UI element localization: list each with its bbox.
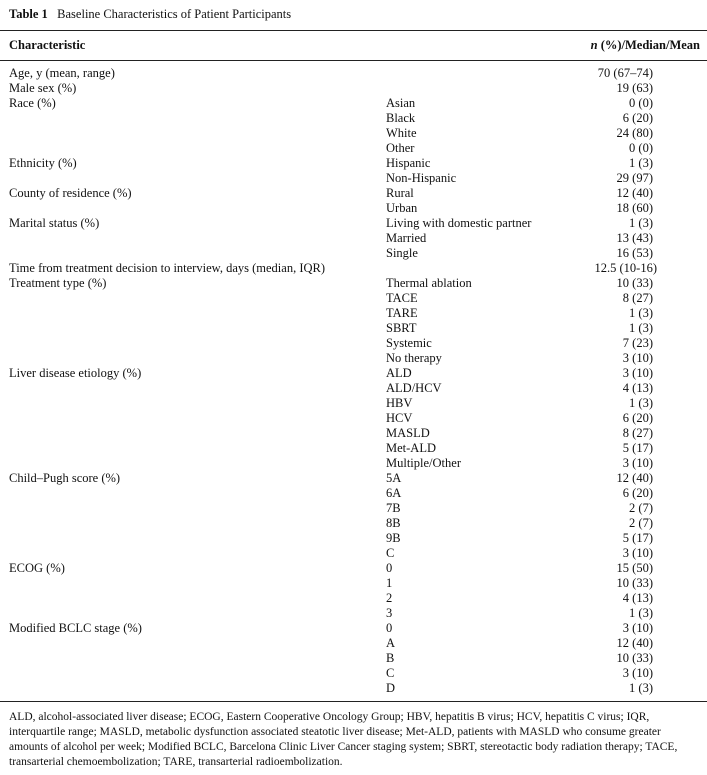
category-cell: White [386, 126, 417, 140]
characteristic-cell: Liver disease etiology (%) [9, 366, 142, 380]
value-cell: 16 (53) [616, 246, 653, 260]
table-row [0, 171, 707, 186]
table-row [0, 681, 707, 696]
value-cell: 12.5 (10-16) [594, 261, 657, 275]
characteristic-cell: County of residence (%) [9, 186, 132, 200]
characteristic-cell: Male sex (%) [9, 81, 77, 95]
value-cell: 1 (3) [629, 306, 653, 320]
value-cell: 1 (3) [629, 681, 653, 695]
table-row [0, 546, 707, 561]
header-value-n: n [590, 38, 598, 52]
value-cell: 0 (0) [629, 141, 653, 155]
category-cell: 9B [386, 531, 401, 545]
value-cell: 3 (10) [622, 621, 653, 635]
table-row [0, 411, 707, 426]
category-cell: HCV [386, 411, 413, 425]
category-cell: Other [386, 141, 415, 155]
table-row [0, 471, 707, 486]
category-cell: Hispanic [386, 156, 431, 170]
table-header-rule [0, 60, 707, 61]
category-cell: Urban [386, 201, 418, 215]
value-cell: 15 (50) [616, 561, 653, 575]
table-footnote: ALD, alcohol-associated liver disease; ECOG, Eastern Cooperative Oncology Group; HBV, hepatitis B virus; HCV, hepatitis C virus; IQR, interquartile range; MASLD, metabolic dysfunction associated steatotic liver disease; Met-ALD, patients with MASLD who consume greater amounts of alcohol per week; Modified BCLC, Barcelona Clinic Liver Cancer staging system; SBRT, stereotactic body radiation therapy; TACE, transarterial chemoembolization; TARE, transarterial radioembolization. [9, 711, 678, 768]
category-cell: 0 [386, 621, 393, 635]
table-row [0, 516, 707, 531]
value-cell: 6 (20) [622, 111, 653, 125]
table-caption [9, 6, 291, 22]
category-cell: Married [386, 231, 427, 245]
table-row [0, 216, 707, 231]
characteristic-cell: Treatment type (%) [9, 276, 107, 290]
table-row [0, 291, 707, 306]
table-row [0, 531, 707, 546]
value-cell: 3 (10) [622, 366, 653, 380]
table-row [0, 651, 707, 666]
table-label: Table 1 [9, 7, 48, 21]
value-cell: 10 (33) [616, 276, 653, 290]
characteristic-cell: ECOG (%) [9, 561, 65, 575]
table-row [0, 576, 707, 591]
value-cell: 5 (17) [622, 441, 653, 455]
category-cell: TACE [386, 291, 418, 305]
value-cell: 10 (33) [616, 651, 653, 665]
table-row [0, 636, 707, 651]
category-cell: Multiple/Other [386, 456, 461, 470]
category-cell: ALD [386, 366, 412, 380]
table-row [0, 201, 707, 216]
category-cell: HBV [386, 396, 413, 410]
characteristic-cell: Child–Pugh score (%) [9, 471, 121, 485]
value-cell: 5 (17) [622, 531, 653, 545]
table-row [0, 591, 707, 606]
value-cell: 10 (33) [616, 576, 653, 590]
category-cell: Black [386, 111, 416, 125]
table-row [0, 486, 707, 501]
value-cell: 0 (0) [629, 96, 653, 110]
category-cell: A [386, 636, 396, 650]
category-cell: C [386, 546, 395, 560]
value-cell: 29 (97) [616, 171, 653, 185]
value-cell: 8 (27) [622, 291, 653, 305]
category-cell: 7B [386, 501, 401, 515]
header-value-rest: (%)/Median/Mean [597, 38, 700, 52]
value-cell: 3 (10) [622, 351, 653, 365]
value-cell: 18 (60) [616, 201, 653, 215]
category-cell: SBRT [386, 321, 417, 335]
table-top-rule [0, 30, 707, 31]
category-cell: MASLD [386, 426, 430, 440]
value-cell: 24 (80) [616, 126, 653, 140]
category-cell: B [386, 651, 395, 665]
table-row [0, 246, 707, 261]
value-cell: 12 (40) [616, 471, 653, 485]
value-cell: 1 (3) [629, 396, 653, 410]
characteristic-cell: Race (%) [9, 96, 56, 110]
category-cell: D [386, 681, 396, 695]
table-row [0, 231, 707, 246]
table-row [0, 126, 707, 141]
category-cell: 6A [386, 486, 402, 500]
category-cell: TARE [386, 306, 418, 320]
table-row [0, 276, 707, 291]
value-cell: 3 (10) [622, 456, 653, 470]
value-cell: 2 (7) [629, 501, 653, 515]
table-body [0, 66, 707, 696]
value-cell: 19 (63) [616, 81, 653, 95]
category-cell: 0 [386, 561, 393, 575]
category-cell: Non-Hispanic [386, 171, 457, 185]
category-cell: 5A [386, 471, 402, 485]
category-cell: Met-ALD [386, 441, 436, 455]
category-cell: 2 [386, 591, 393, 605]
table-row [0, 381, 707, 396]
category-cell: Asian [386, 96, 416, 110]
category-cell: 8B [386, 516, 401, 530]
table-row [0, 321, 707, 336]
category-cell: ALD/HCV [386, 381, 442, 395]
table-row [0, 426, 707, 441]
value-cell: 7 (23) [622, 336, 653, 350]
characteristic-cell: Age, y (mean, range) [9, 66, 115, 80]
category-cell: Systemic [386, 336, 432, 350]
value-cell: 3 (10) [622, 546, 653, 560]
table-bottom-rule [0, 701, 707, 702]
value-cell: 1 (3) [629, 606, 653, 620]
value-cell: 1 (3) [629, 321, 653, 335]
table-row [0, 96, 707, 111]
table-row [0, 336, 707, 351]
header-value [591, 37, 700, 53]
table-row [0, 351, 707, 366]
value-cell: 3 (10) [622, 666, 653, 680]
characteristic-cell: Time from treatment decision to interview, days (median, IQR) [9, 261, 326, 275]
table-row [0, 501, 707, 516]
category-cell: 1 [386, 576, 393, 590]
table-row [0, 366, 707, 381]
table-row [0, 396, 707, 411]
value-cell: 6 (20) [622, 411, 653, 425]
value-cell: 13 (43) [616, 231, 653, 245]
table-row [0, 156, 707, 171]
table-row [0, 606, 707, 621]
value-cell: 4 (13) [622, 381, 653, 395]
value-cell: 12 (40) [616, 636, 653, 650]
header-characteristic: Characteristic [9, 38, 86, 52]
value-cell: 4 (13) [622, 591, 653, 605]
category-cell: Single [386, 246, 418, 260]
table-row [0, 66, 707, 81]
table-title: Baseline Characteristics of Patient Participants [57, 7, 292, 21]
value-cell: 70 (67–74) [597, 66, 653, 80]
table-row [0, 441, 707, 456]
table-row [0, 186, 707, 201]
table-row [0, 621, 707, 636]
value-cell: 8 (27) [622, 426, 653, 440]
category-cell: 3 [386, 606, 393, 620]
table-row [0, 306, 707, 321]
category-cell: Rural [386, 186, 414, 200]
characteristic-cell: Marital status (%) [9, 216, 100, 230]
category-cell: No therapy [386, 351, 442, 365]
category-cell: Thermal ablation [386, 276, 472, 290]
table-row [0, 561, 707, 576]
value-cell: 12 (40) [616, 186, 653, 200]
value-cell: 2 (7) [629, 516, 653, 530]
table-row [0, 141, 707, 156]
category-cell: C [386, 666, 395, 680]
characteristic-cell: Ethnicity (%) [9, 156, 77, 170]
table-row [0, 261, 707, 276]
table-row [0, 456, 707, 471]
value-cell: 1 (3) [629, 216, 653, 230]
value-cell: 6 (20) [622, 486, 653, 500]
category-cell: Living with domestic partner [386, 216, 532, 230]
characteristic-cell: Modified BCLC stage (%) [9, 621, 142, 635]
table-row [0, 666, 707, 681]
table-row [0, 111, 707, 126]
table-row [0, 81, 707, 96]
value-cell: 1 (3) [629, 156, 653, 170]
